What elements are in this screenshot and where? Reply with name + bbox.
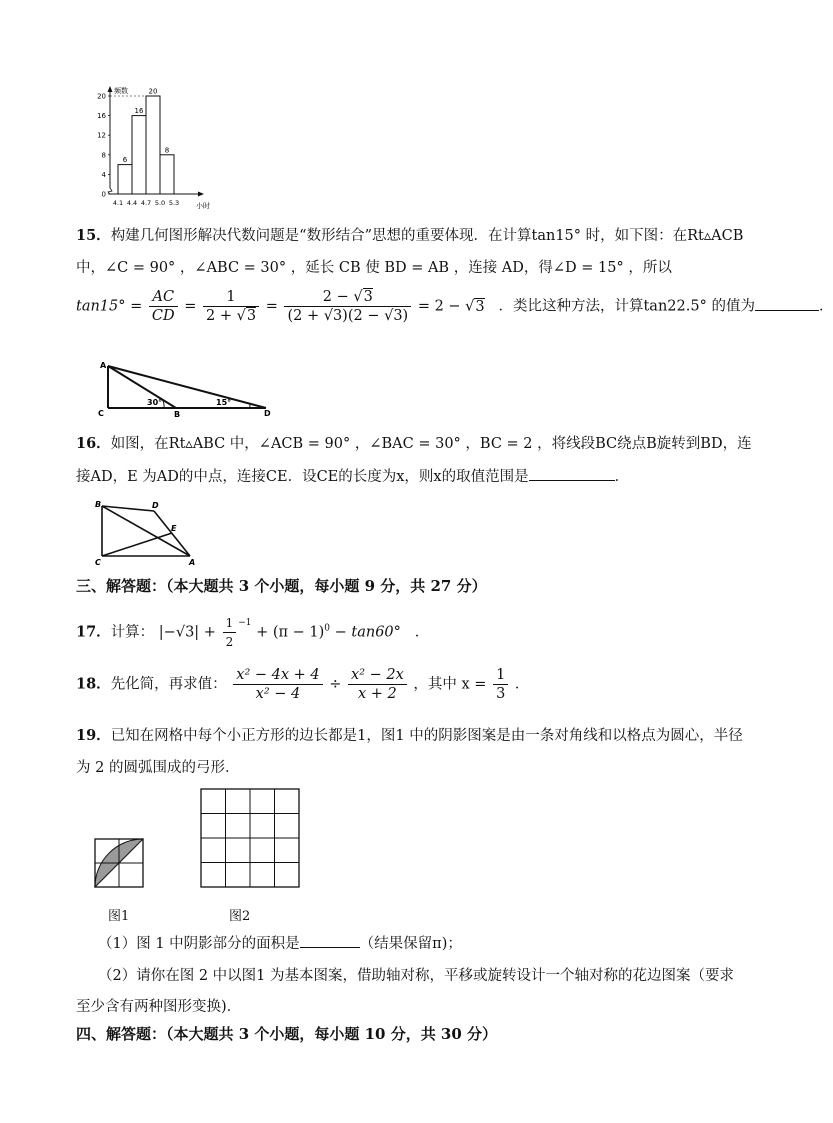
q16-segment-ce [102,533,172,556]
q15-frac-rationalized: $\frac{2 - √3}{(2 + √3)(2 - √3)}$ [284,288,411,325]
q15-formula: tan15° = $\frac{AC}{CD}$ = $\frac{1}{2 + √3}$ = $\frac{2 - √3}{(2 + √3)(2 - √3)}$ = 2 − √3 ．类比这种方法，计算tan22.5° 的值为 ． [76,289,833,324]
q15-number: 15． [76,227,111,244]
y-tick-label: 20 [97,92,106,101]
q15-label-15: 15° [216,398,232,407]
q18-number: 18． [76,675,111,693]
q15-label-c: C [98,409,104,418]
q16-line2: 接AD，E 为AD的中点，连接CE．设CE的长度为x，则x的取值范围是 ． [76,466,629,487]
q15-text-line2: 中，∠C = 90° ，∠ABC = 30° ，延长 CB 使 BD = AB ，连接 AD，得∠D = 15° ，所以 [76,260,672,276]
q19-line1 [76,726,743,746]
q16-side-ba [102,506,190,556]
q19-sub1-tail: （结果保留π)； [359,936,462,952]
y-tick-label: 12 [97,131,106,140]
section4-title: 四、解答题：（本大题共 3 个小题，每小题 10 分，共 30 分） [76,1025,498,1043]
q17-paren: (π − 1) [272,624,325,641]
q15-answer-blank[interactable] [755,296,819,311]
q19-sub1-text: （1）图 1 中阴影部分的面积是 [98,936,300,952]
q16-rotation-diagram [92,498,204,568]
q19-sub2-line2 [76,997,241,1017]
x-axis-arrow [198,192,204,197]
q19-sub1-answer-blank[interactable] [300,933,360,948]
histogram-bar [132,116,146,194]
q18-x-value: $\frac{1}{3}$ [493,666,508,703]
q17-exp-zero: 0 [324,623,331,634]
q17-tan: − tan60° [334,624,401,641]
q15-frac-one-over: $\frac{1}{2 + √3}$ [203,288,259,325]
q15-line1 [76,226,743,246]
q16-answer-blank[interactable] [529,466,615,481]
axis-break-mark [108,188,112,194]
q16-label-a: A [189,558,196,567]
q16-label-b: B [95,500,102,509]
x-tick-label: 4.7 [140,199,152,207]
q19-sub2-text1: （2）请你在图 2 中以图1 为基本图案，借助轴对称，平移或旋转设计一个轴对称的花边图案（要求 [98,968,734,984]
q17-exp-neg1: −1 [238,617,252,628]
q15-result-radicand: 3 [475,298,485,315]
y-tick-label: 0 [101,190,106,199]
q17-frac-half: $\frac{1}{2}$ [223,614,237,651]
q19-text-line1: 已知在网格中每个小正方形的边长都是1，图1 中的阴影图案是由一条对角线和以格点为圆心，半径 [110,728,743,744]
q15-label-b: B [174,410,181,419]
histogram-bar-label: 20 [148,87,158,96]
q15-tail: ．类比这种方法，计算tan22.5° 的值为 [498,298,755,315]
q15-label-30: 30° [147,398,163,407]
q19-sub1 [98,933,462,954]
q15-triangle-diagram [94,358,280,418]
q19-number: 19． [76,727,111,744]
q18-label: 先化简，再求值： [110,676,227,693]
q16-text-line2: 接AD，E 为AD的中点，连接CE．设CE的长度为x，则x的取值范围是 [76,469,529,485]
q18-line: 18．先化简，再求值： $\frac{\text{x² − 4x + 4}}{\text{x² − 4}}$ ÷ $\frac{\text{x² − 2x}}{x + 2}$ ，其中 x = $\frac{1}{3}$ ． [76,667,530,702]
y-axis-label: 频数 [114,87,128,95]
histogram-bar-label: 8 [164,146,170,155]
q16-label-c: C [95,558,101,567]
q15-side-ab [108,366,176,408]
q16-label-d: D [152,501,159,510]
q15-side-ad [108,366,266,408]
q19-sub2-line1 [98,966,734,986]
y-tick-label: 4 [101,170,106,179]
y-tick-label: 16 [97,112,106,121]
y-tick-label: 8 [101,151,106,160]
q19-line2 [76,758,239,778]
x-tick-label: 4.4 [126,199,138,207]
q18-frac2: $\frac{\text{x² − 2x}}{x + 2}$ [348,666,407,703]
q15-label-a: A [100,361,107,370]
q19-text-line2: 为 2 的圆弧围成的弓形． [76,760,240,776]
histogram-bar-label: 16 [134,107,144,116]
q17-abs: |−√3| [158,624,200,641]
q16-text-line1: 如图，在Rt▵ABC 中，∠ACB = 90° ，∠BAC = 30° ，BC = 2 ，将线段BC绕点B旋转到BD，连 [110,436,752,452]
q18-frac1: $\frac{\text{x² − 4x + 4}}{\text{x² − 4}}$ [233,666,322,703]
histogram-bar [118,165,132,194]
q19-fig2-caption: 图2 [229,909,251,924]
x-tick-label: 5.0 [154,199,166,207]
q16-line1 [76,434,752,454]
q19-figure1 [92,838,148,890]
q16-label-e: E [171,524,177,533]
q15-label-d: D [264,409,271,418]
q17-line: 17．计算： |−√3| + $\frac{1}{2}$ $^{-1} + (\pi - 1)^0 - \tan 60^\circ$ ． [76,616,430,649]
q15-text-line1: 构建几何图形解决代数问题是“数形结合”思想的重要体现．在计算tan15° 时，如下图：在Rt▵ACB [110,228,744,244]
q19-fig1-caption: 图1 [108,909,130,924]
q15-frac-ac-cd: $\frac{AC}{CD}$ [149,288,178,325]
histogram-bar [146,96,160,194]
x-axis-label: 小时 [196,202,210,210]
q16-number: 16． [76,435,111,452]
q18-where: ，其中 x = [413,676,487,693]
q15-formula-lhs: tan15° = [76,298,143,315]
frequency-histogram [88,84,218,212]
x-tick-label: 4.1 [112,199,124,207]
q17-number: 17． [76,623,111,641]
q19-figure2[interactable] [200,788,302,890]
histogram-bar-label: 6 [122,156,128,165]
histogram-bar [160,155,174,194]
section3-title: 三、解答题：（本大题共 3 个小题，每小题 9 分，共 27 分） [76,577,487,595]
q19-sub2-text2: 至少含有两种图形变换)． [76,999,242,1015]
q17-label: 计算： [110,624,155,641]
y-axis-arrow [108,86,113,92]
q15-line2 [76,258,672,278]
x-tick-label: 5.3 [168,199,180,207]
